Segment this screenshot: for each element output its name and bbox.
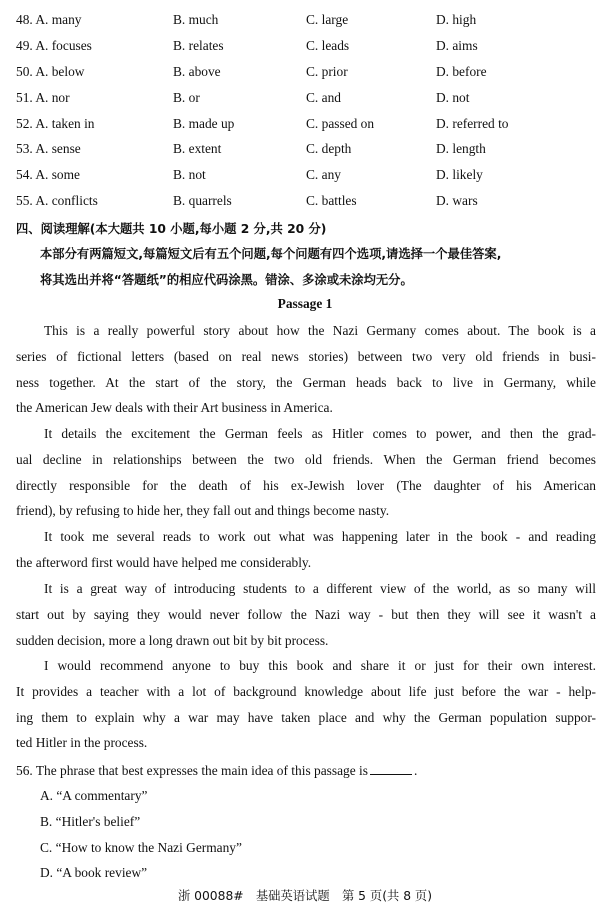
option-c: C. large <box>306 12 349 27</box>
option-c: C. depth <box>306 141 352 156</box>
question-number: 56. <box>16 763 33 778</box>
question-number: 55. <box>16 193 33 208</box>
option-d: D. likely <box>436 167 483 182</box>
option-c: C. battles <box>306 193 357 208</box>
option-a-text: A. many <box>35 12 82 27</box>
option-a <box>16 193 98 209</box>
option-row-53 <box>16 141 596 161</box>
question-number: 54. <box>16 167 33 182</box>
paragraph-line: This is a really powerful story about how the Nazi Germany comes about. The book is a <box>44 323 596 338</box>
option-a-text: A. taken in <box>35 116 95 131</box>
paragraph-line: It provides a teacher with a lot of background knowledge about life just before the war - help- <box>16 683 596 699</box>
question-number: 51. <box>16 90 33 105</box>
option-row-51 <box>16 90 596 110</box>
option-b: B. above <box>173 64 221 79</box>
option-a <box>16 38 92 54</box>
choice-d: D. “A book review” <box>40 865 148 880</box>
option-b: B. quarrels <box>173 193 232 208</box>
option-a <box>16 167 80 183</box>
answer-blank <box>370 762 412 775</box>
option-a <box>16 90 70 106</box>
page-footer: 浙 00088# 基础英语试题 第 5 页(共 8 页) <box>177 889 433 903</box>
choice-b: B. “Hitler's belief” <box>40 814 141 829</box>
option-b: B. much <box>173 12 219 27</box>
option-a <box>16 116 95 132</box>
option-c: C. and <box>306 90 341 105</box>
question-stem: The phrase that best expresses the main idea of this passage is <box>35 763 368 778</box>
option-a-text: A. conflicts <box>35 193 98 208</box>
question-number: 48. <box>16 12 33 27</box>
paragraph-line: friend), by refusing to hide her, they fall out and things become nasty. <box>16 503 390 519</box>
question-number: 49. <box>16 38 33 53</box>
option-c: C. leads <box>306 38 350 53</box>
paragraph-line: ness together. At the start of the story, the German heads back to live in Germany, while <box>16 374 596 390</box>
option-a <box>16 12 81 28</box>
option-a-text: A. sense <box>35 141 81 156</box>
passage-paragraph-4 <box>16 576 596 653</box>
passage-paragraph-2 <box>16 421 596 524</box>
option-d: D. aims <box>436 38 478 53</box>
option-b: B. made up <box>173 116 235 131</box>
option-d: D. not <box>436 90 470 105</box>
paragraph-line: sudden decision, more a long drawn out bit by bit process. <box>16 632 329 648</box>
option-d: D. high <box>436 12 477 27</box>
paragraph-line: It took me several reads to work out what was happening later in the book - and reading <box>44 529 596 544</box>
paragraph-line: ted Hitler in the process. <box>16 735 148 751</box>
paragraph-line: series of fictional letters (based on real news stories) between two very old friends in busi- <box>16 348 596 364</box>
option-b: B. relates <box>173 38 224 53</box>
option-c: C. prior <box>306 64 348 79</box>
paragraph-line: start out by saying they would never follow the Nazi way - but then they will see it wasn't a <box>16 606 596 622</box>
option-row-49 <box>16 38 596 58</box>
question-number: 52. <box>16 116 33 131</box>
paragraph-line: It is a great way of introducing students to a different view of the world, as so many will <box>44 581 596 596</box>
section-instructions-line-2: 将其选出并将“答题纸”的相应代码涂黑。错涂、多涂或未涂均无分。 <box>40 273 413 287</box>
option-row-50 <box>16 64 596 84</box>
paragraph-line: I would recommend anyone to buy this book and share it or just for their own interest. <box>44 658 596 673</box>
choice-c: C. “How to know the Nazi Germany” <box>40 840 242 855</box>
option-a-text: A. some <box>35 167 80 182</box>
paragraph-line: directly responsible for the death of his ex-Jewish lover (The daughter of his American <box>16 477 596 493</box>
paragraph-line: ing them to explain why a war may have taken place and why the German population suppor- <box>16 709 596 725</box>
option-c: C. passed on <box>306 116 375 131</box>
option-d: D. referred to <box>436 116 509 131</box>
option-d: D. length <box>436 141 486 156</box>
option-a-text: A. below <box>35 64 85 79</box>
passage-title: Passage 1 <box>277 296 333 311</box>
choice-a: A. “A commentary” <box>40 788 148 803</box>
option-row-48 <box>16 12 596 32</box>
passage-paragraph-3 <box>16 524 596 576</box>
paragraph-line: ual decline in relationships between the two old friends. When the German friend becomes <box>16 451 596 467</box>
paragraph-line: the afterword first would have helped me considerably. <box>16 554 312 570</box>
option-d: D. before <box>436 64 487 79</box>
option-b: B. or <box>173 90 200 105</box>
option-c: C. any <box>306 167 341 182</box>
option-a <box>16 64 84 80</box>
option-a-text: A. focuses <box>35 38 92 53</box>
option-a <box>16 141 81 157</box>
option-b: B. extent <box>173 141 222 156</box>
option-d: D. wars <box>436 193 478 208</box>
passage-paragraph-1 <box>16 318 596 421</box>
option-row-54 <box>16 167 596 187</box>
option-a-text: A. nor <box>35 90 70 105</box>
question-number: 50. <box>16 64 33 79</box>
section-instructions-line-1: 本部分有两篇短文,每篇短文后有五个问题,每个问题有四个选项,请选择一个最佳答案, <box>40 247 502 261</box>
passage-paragraph-5 <box>16 653 596 756</box>
paragraph-line: the American Jew deals with their Art business in America. <box>16 400 333 416</box>
question-56 <box>16 762 417 779</box>
option-b: B. not <box>173 167 206 182</box>
question-stem-end: . <box>413 763 418 778</box>
question-number: 53. <box>16 141 33 156</box>
option-row-52 <box>16 116 596 136</box>
paragraph-line: It details the excitement the German feels as Hitler comes to power, and then the grad- <box>44 426 596 441</box>
option-row-55 <box>16 193 596 213</box>
section-heading: 四、阅读理解(本大题共 10 小题,每小题 2 分,共 20 分) <box>16 222 327 236</box>
